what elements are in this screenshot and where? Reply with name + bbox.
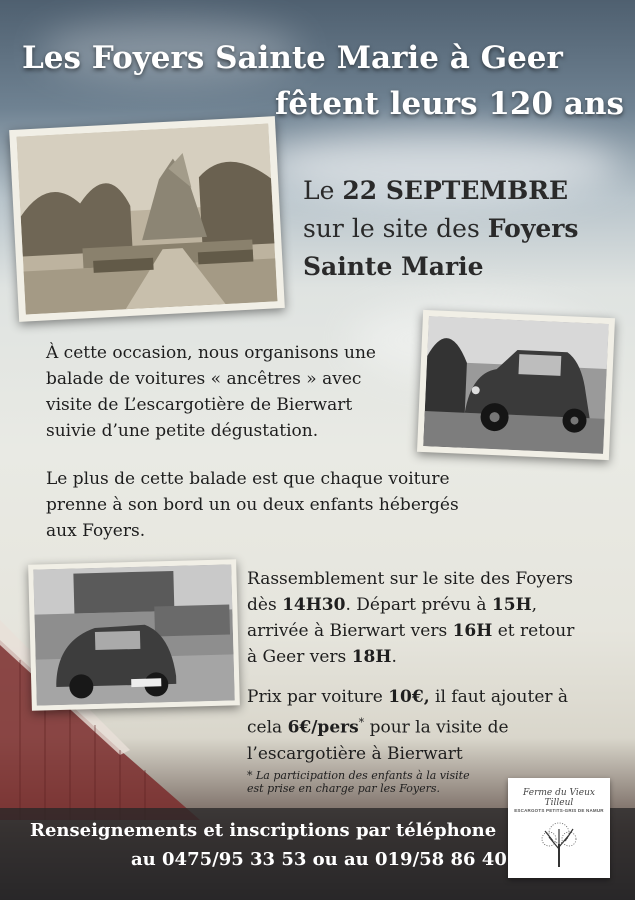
return-time: 18H <box>351 647 392 667</box>
park-photo <box>9 116 285 322</box>
poster-title-line2: fêtent leurs 120 ans <box>275 86 624 122</box>
price-text: il faut ajouter à cela <box>247 687 569 738</box>
car-show-image <box>33 564 234 705</box>
citroen-2cv-photo <box>417 310 615 460</box>
logo-name: Ferme du Vieux Tilleul <box>523 788 595 808</box>
intro-paragraph: À cette occasion, nous organisons une balade de voitures « ancêtres » avec visite de L’escargotière de Bierwart suivie d’une petite dégustation. <box>46 343 376 441</box>
price-paragraph <box>247 684 577 767</box>
ferme-logo <box>508 778 610 878</box>
children-paragraph: Le plus de cette balade est que chaque voiture prenne à son bord un ou deux enfants hébergés aux Foyers. <box>46 469 459 541</box>
footer-info-line: Renseignements et inscriptions par téléphone <box>30 820 497 841</box>
price-text: Prix par voiture <box>247 687 389 707</box>
date-prefix: Le <box>303 176 343 205</box>
schedule-text: Rassemblement sur le site des Foyers dès <box>247 569 573 615</box>
footnote-marker: * <box>358 716 365 729</box>
logo-subtitle: ESCARGOTS PETITS-GRIS DE NAMUR <box>514 808 604 813</box>
event-date-block <box>303 172 579 286</box>
poster-title-line1: Les Foyers Sainte Marie à Geer <box>22 40 563 76</box>
footnote: * La participation des enfants à la visite est prise en charge par les Foyers. <box>247 769 470 795</box>
departure-time: 15H <box>491 595 532 615</box>
tree-icon <box>539 819 579 869</box>
park-photo-image <box>17 124 278 315</box>
location-name-part1: Foyers <box>487 214 579 243</box>
car-show-photo <box>28 559 240 710</box>
footer-phone-line: au 0475/95 33 53 ou au 019/58 86 40 <box>131 849 507 870</box>
price-text: pour la visite de l’escargotière à Bierwart <box>247 717 509 764</box>
schedule-paragraph <box>247 566 587 670</box>
schedule-text: . Départ prévu à <box>345 595 492 615</box>
price-per-car: 10€, <box>388 687 430 707</box>
arrival-time: 16H <box>452 621 493 641</box>
gathering-time: 14H30 <box>282 595 346 615</box>
schedule-text: et retour à Geer vers <box>247 621 575 667</box>
citroen-2cv-image <box>423 316 608 454</box>
location-name-part2: Sainte Marie <box>303 252 484 281</box>
schedule-text: . <box>391 647 397 667</box>
location-text: sur le site des <box>303 214 488 243</box>
price-per-person: 6€/pers <box>287 717 359 738</box>
event-date: 22 SEPTEMBRE <box>342 176 569 205</box>
schedule-text: , arrivée à Bierwart vers <box>247 595 538 641</box>
